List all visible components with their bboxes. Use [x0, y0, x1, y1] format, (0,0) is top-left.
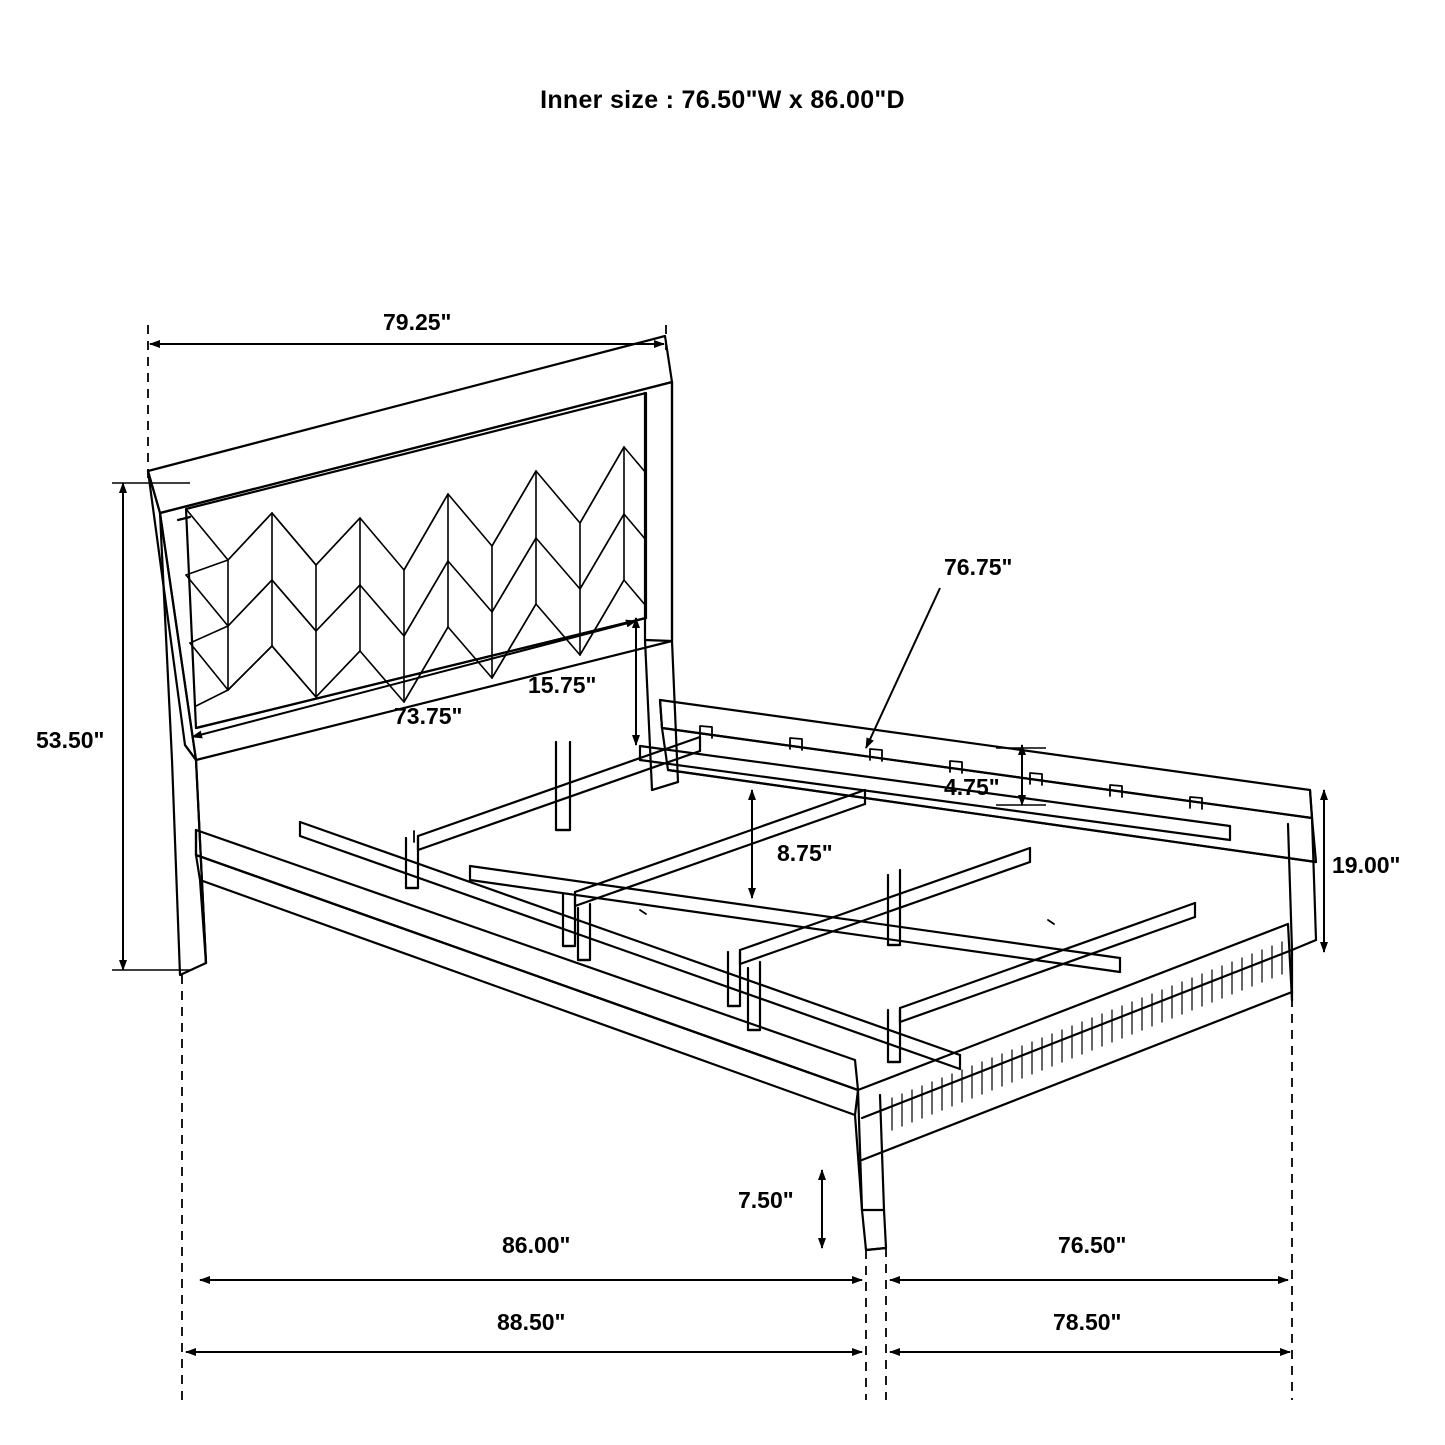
page-title: Inner size : 76.50"W x 86.00"D: [540, 86, 905, 114]
dim-footboard-height: 19.00": [1332, 852, 1401, 878]
dim-tufted-panel-width: 73.75": [394, 703, 463, 729]
dim-overall-depth: 88.50": [497, 1309, 566, 1335]
dim-rail-inner-length: 76.75": [944, 554, 1013, 580]
dim-rail-lip-height: 4.75": [944, 774, 1000, 800]
dim-overall-width: 78.50": [1053, 1309, 1122, 1335]
dim-footboard-leg-height: 7.50": [738, 1187, 794, 1213]
dim-inner-width: 76.50": [1058, 1232, 1127, 1258]
dim-headboard-width: 79.25": [383, 309, 452, 335]
dim-inner-depth: 86.00": [502, 1232, 571, 1258]
dim-headboard-height: 53.50": [36, 727, 105, 753]
dim-headboard-panel-height: 15.75": [528, 672, 597, 698]
dim-slat-clearance: 8.75": [777, 840, 833, 866]
